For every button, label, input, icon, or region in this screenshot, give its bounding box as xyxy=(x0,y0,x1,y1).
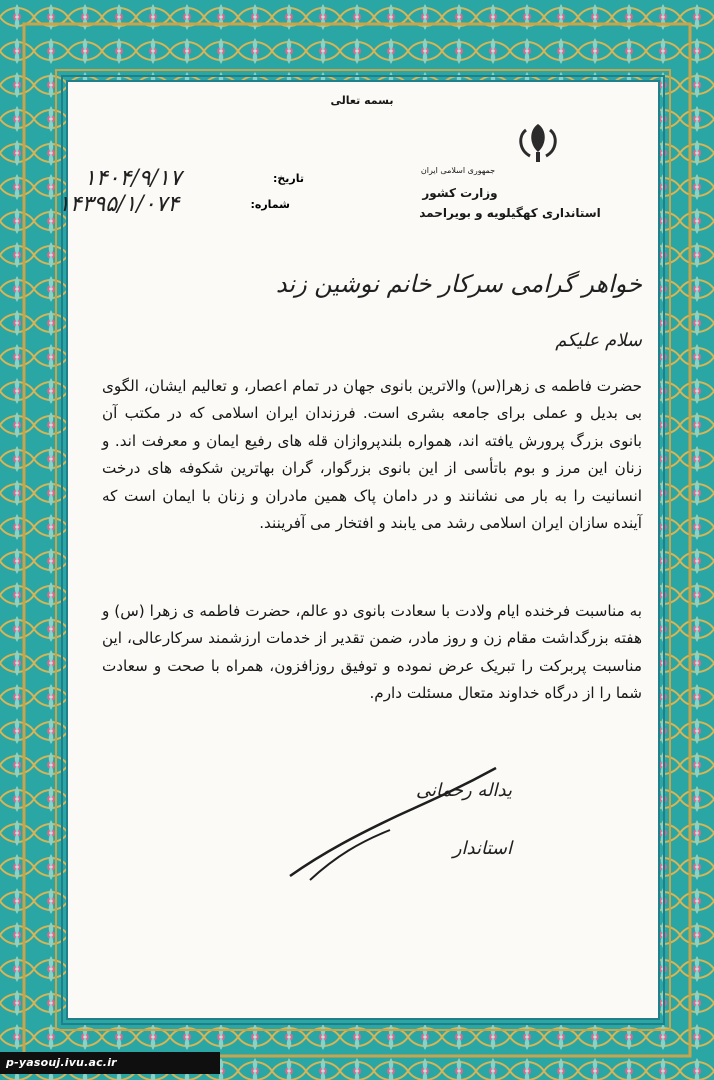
greeting: سلام علیکم xyxy=(555,330,642,351)
emblem xyxy=(508,120,568,166)
number-label: شماره: xyxy=(250,198,290,211)
date-label: تاریخ: xyxy=(272,172,304,185)
signature-block xyxy=(282,760,512,890)
letter-paper xyxy=(58,80,660,1020)
emblem-caption: جمهوری اسلامی ایران xyxy=(420,166,496,175)
number-value: ۱۴۳۹۵/۱/۰۷۴ xyxy=(58,192,180,217)
date-row xyxy=(84,168,304,192)
site-watermark: p-yasouj.ivu.ac.ir xyxy=(0,1052,220,1074)
governorate-name: استانداری کهگیلویه و بویراحمد xyxy=(419,206,601,220)
iran-emblem-icon xyxy=(508,120,568,166)
ministry-name: وزارت کشور xyxy=(422,186,498,200)
signatory-name: یداله رحمانی xyxy=(415,780,512,801)
basmala: بسمه تعالی xyxy=(330,94,394,107)
number-row xyxy=(58,194,308,222)
paragraph-2: به مناسبت فرخنده ایام ولادت با سعادت بانوی دو عالم، حضرت فاطمه ی زهرا (س) و هفته بزرگداشت مقام زن و روز مادر، ضمن تقدیر از خدمات ارزشمند سرکارعالی، این مناسبت پربرکت را تبریک عرض نموده و توفیق روزافزون، همراه با صحت و سعادت شما را از درگاه خداوند متعال مسئلت دارم. xyxy=(102,602,642,703)
date-value: ۱۴۰۴/۹/۱۷ xyxy=(84,166,182,191)
signatory-title: استاندار xyxy=(452,838,512,859)
paragraph-1: حضرت فاطمه ی زهرا(س) والاترین بانوی جهان در تمام اعصار، و تعالیم ایشان، الگوی بی بدیل و عملی برای جامعه بشری است. فرزندان ایران اسلامی که در مکتب آن بانوی بزرگ پرورش یافته اند، همواره بلندپروازان قله های رفیع ایمان و معرفت اند. و زنان این مرز و بوم باتأسی از این بانوی بزرگوار، گران بهاترین شکوفه های درخت انسانیت را به بار می نشانند و در دامان پاک همین مادران و زنان با ایمان است که آینده سازان ایران اسلامی رشد می یابند و افتخار می آفرینند. xyxy=(102,377,642,533)
salutation: خواهر گرامی سرکار خانم نوشین زند xyxy=(275,270,642,298)
